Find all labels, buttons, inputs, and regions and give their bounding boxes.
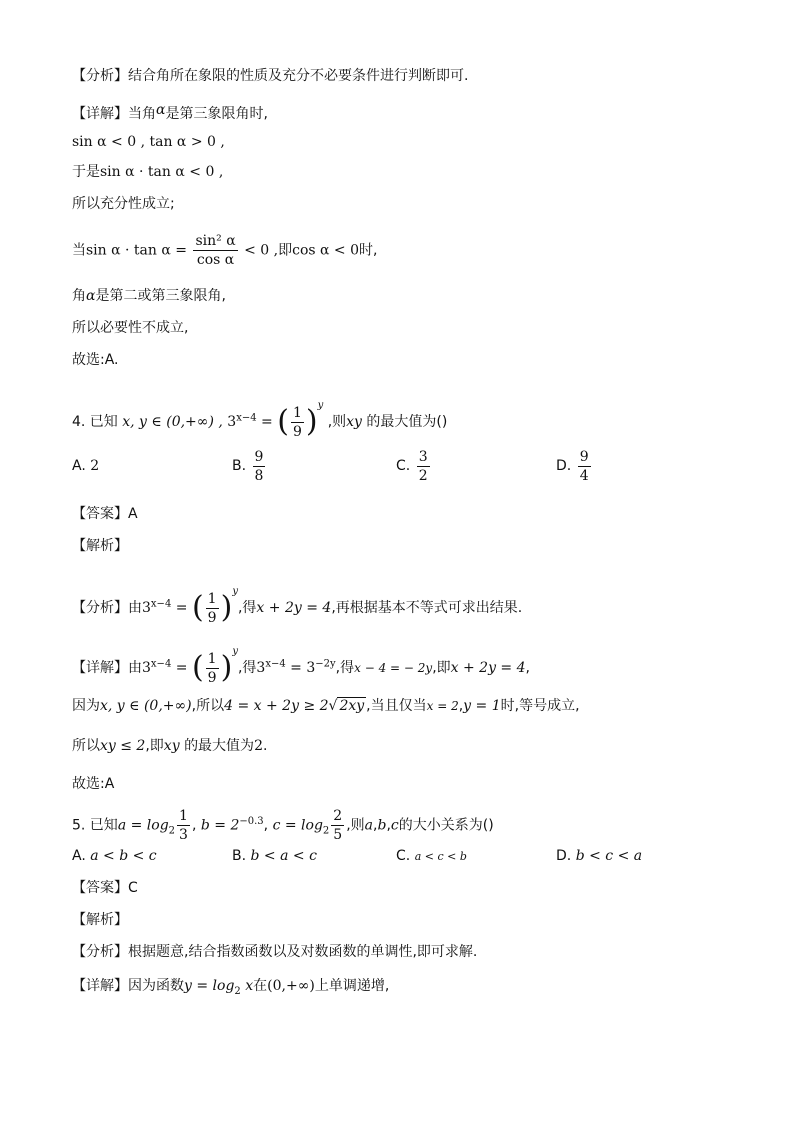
exponent: y xyxy=(232,646,238,657)
analysis-tag: 【分析】 xyxy=(72,944,128,960)
math-expression: 2 xyxy=(254,738,263,754)
jiexi-label: 【解析】 xyxy=(72,538,128,554)
fraction xyxy=(206,650,219,687)
fraction-numerator: 9 xyxy=(579,448,589,465)
right-paren: ) xyxy=(305,404,318,439)
option-value: 2 xyxy=(90,458,100,474)
detail-text: 是第三象限角时, xyxy=(165,106,268,122)
question-4-stem xyxy=(72,386,447,442)
option-value: b < a < c xyxy=(250,848,317,864)
fraction-denominator: 2 xyxy=(418,467,428,484)
fraction-denominator: 9 xyxy=(207,669,217,686)
math-expression: y = log xyxy=(184,978,235,994)
answer-value: C xyxy=(128,880,138,896)
math-expression: = xyxy=(171,600,192,616)
answer-value: A xyxy=(128,506,138,522)
fraction xyxy=(193,232,237,269)
q4-because-line xyxy=(72,696,580,716)
math-expression: 3 xyxy=(142,660,151,676)
option-label: D. xyxy=(556,458,572,474)
fraction xyxy=(331,807,344,844)
option-label: B. xyxy=(232,458,247,474)
left-paren: ( xyxy=(191,590,204,625)
math-expression: x = 2 xyxy=(426,699,459,713)
analysis-text: 由 xyxy=(128,600,142,616)
math-expression: = xyxy=(171,660,192,676)
question-number: 4. 已知 xyxy=(72,414,118,430)
answer-line xyxy=(72,878,138,898)
right-paren: ) xyxy=(220,650,233,685)
option-label: A. xyxy=(72,458,86,474)
q4-detail-line xyxy=(72,632,530,688)
answer-tag: 【答案】 xyxy=(72,506,128,522)
math-variable: c xyxy=(390,817,399,834)
option-b xyxy=(232,846,317,866)
answer-line xyxy=(72,504,138,524)
option-value: a < b < c xyxy=(90,848,157,864)
detail-text: ,即 xyxy=(145,738,164,754)
fraction-denominator: 9 xyxy=(207,609,217,626)
q5-detail-line xyxy=(72,976,389,1002)
math-expression: x + 2y = 4 xyxy=(256,600,332,616)
subscript: 2 xyxy=(234,985,241,997)
math-expression: 3 xyxy=(142,600,151,616)
detail-text: 因为函数 xyxy=(128,978,184,994)
detail-text: 时, xyxy=(359,242,378,259)
detail-line-8: 故选:A. xyxy=(72,352,119,368)
analysis-text: 结合角所在象限的性质及充分不必要条件进行判断即可. xyxy=(128,68,469,84)
analysis-text: 根据题意,结合指数函数以及对数函数的单调性,即可求解. xyxy=(128,944,478,960)
detail-tag: 【详解】 xyxy=(72,660,128,676)
math-expression: = 3 xyxy=(285,660,316,676)
q4-so-line xyxy=(72,736,267,756)
detail-text: 在 xyxy=(253,978,268,994)
math-expression: < 0 ,即 xyxy=(244,242,293,259)
math-expression: x, y ∈ (0,+∞) , xyxy=(122,414,223,430)
math-expression: 3 xyxy=(227,414,237,430)
detail-text: 时,等号成立, xyxy=(500,698,580,714)
sqrt-sign: √ xyxy=(328,698,338,714)
detail-tag: 【详解】 xyxy=(72,978,128,994)
option-c xyxy=(396,446,432,486)
fraction xyxy=(253,448,266,485)
fraction-numerator: 1 xyxy=(292,404,302,421)
subscript: 2 xyxy=(168,825,176,837)
fraction-denominator: 8 xyxy=(254,467,264,484)
exponent: x−4 xyxy=(150,598,172,610)
exponent: x−4 xyxy=(236,412,257,424)
math-expression: xy ≤ 2 xyxy=(100,738,146,754)
detail-text: 上单调递增, xyxy=(314,978,390,994)
detail-text: . xyxy=(262,738,268,754)
q5-analysis-line xyxy=(72,942,477,962)
analysis-text: ,得 xyxy=(237,600,257,616)
separator: , xyxy=(263,817,269,834)
question-text: ,则 xyxy=(346,817,365,834)
option-d xyxy=(556,446,593,486)
math-expression: = xyxy=(256,414,278,430)
sqrt-radicand: 2xy xyxy=(339,698,365,714)
detail-text: 的最大值为 xyxy=(184,738,255,754)
math-expression: (0,+∞) xyxy=(267,978,315,994)
option-value: b < c < a xyxy=(575,848,643,864)
fraction-denominator: 3 xyxy=(179,827,188,844)
fraction xyxy=(417,448,430,485)
math-expression: sin α · tan α = xyxy=(86,242,188,259)
exponent: y xyxy=(232,586,238,597)
exponent: y xyxy=(317,400,324,411)
analysis-text: ,再根据基本不等式可求出结果. xyxy=(331,600,523,616)
fraction-denominator: 9 xyxy=(292,423,302,440)
math-expression: x + 2y = 4 xyxy=(450,660,526,676)
question-5-stem: 5. 已知$a = \log_2$ $\frac{1}{3}$ , $b = 2^{-0.3}$, $c = \log_2$ $\frac{2}{5}$ ,则a,b,c的大小关系为() xyxy=(72,808,494,844)
math-expression: y = 1 xyxy=(463,698,501,714)
math-expression: 3 xyxy=(256,660,266,676)
math-expression: a = log xyxy=(117,817,169,834)
answer-tag: 【答案】 xyxy=(72,880,128,896)
exponent: −0.3 xyxy=(239,816,264,827)
option-d xyxy=(556,846,642,866)
detail-text: ,所以 xyxy=(191,698,225,714)
detail-text: 所以 xyxy=(72,738,100,754)
fraction xyxy=(177,807,190,844)
detail-text: ,得 xyxy=(237,660,257,676)
fraction-denominator: cos α xyxy=(196,252,235,268)
math-expression: 4 = x + 2y ≥ 2 xyxy=(224,698,329,714)
detail-line-5 xyxy=(72,232,377,269)
fraction xyxy=(578,448,591,485)
detail-text: , xyxy=(458,698,464,714)
question-text: 的最大值为() xyxy=(366,414,448,430)
question-text: ,则 xyxy=(327,414,347,430)
detail-text: ,得 xyxy=(335,660,355,676)
option-a xyxy=(72,846,157,866)
math-variable: b xyxy=(377,817,387,834)
detail-line-6 xyxy=(72,286,226,306)
option-label: C. xyxy=(396,458,411,474)
math-expression: xy xyxy=(163,738,180,754)
fraction-numerator: 1 xyxy=(207,650,217,667)
detail-text: ,当且仅当 xyxy=(366,698,427,714)
detail-text: 因为 xyxy=(72,698,100,714)
subscript: 2 xyxy=(322,825,330,837)
analysis-tag: 【分析】 xyxy=(72,600,128,616)
fraction-denominator: 5 xyxy=(333,827,343,844)
fraction-numerator: 1 xyxy=(179,808,188,825)
option-label: C. xyxy=(396,848,411,864)
detail-line-1 xyxy=(72,100,268,124)
option-label: D. xyxy=(556,848,572,864)
analysis-line xyxy=(72,66,468,86)
fraction-numerator: 9 xyxy=(254,448,264,465)
fraction-numerator: 1 xyxy=(207,590,217,607)
detail-line-2: sin α < 0 , tan α > 0 , xyxy=(72,134,225,150)
alpha-symbol: α xyxy=(156,102,166,118)
math-expression: sin α · tan α < 0 , xyxy=(100,164,224,180)
math-expression: x − 4 = − 2y xyxy=(354,661,433,675)
detail-text: 角 xyxy=(72,288,86,304)
detail-text: 于是 xyxy=(72,164,100,180)
math-expression: b = 2 xyxy=(200,817,240,834)
option-a xyxy=(72,456,99,476)
detail-text: , xyxy=(525,660,530,676)
detail-text: 由 xyxy=(128,660,142,676)
exponent: x−4 xyxy=(150,658,172,670)
alpha-symbol: α xyxy=(86,288,96,304)
math-expression: x xyxy=(240,978,254,994)
left-paren: ( xyxy=(191,650,204,685)
math-variable: a xyxy=(364,817,374,834)
detail-line-3 xyxy=(72,162,223,182)
detail-text: 当角 xyxy=(128,106,156,122)
q4-analysis-line xyxy=(72,572,522,628)
exponent: x−4 xyxy=(265,658,286,670)
option-value: a < c < b xyxy=(414,850,467,863)
q4-choose-line: 故选:A xyxy=(72,776,115,792)
option-b xyxy=(232,446,267,486)
math-expression: cos α < 0 xyxy=(292,242,360,259)
question-text: 的大小关系为() xyxy=(398,817,494,834)
question-number: 5. 已知 xyxy=(72,817,118,834)
detail-text: 当 xyxy=(72,242,86,259)
right-paren: ) xyxy=(220,590,233,625)
analysis-tag: 【分析】 xyxy=(72,68,128,84)
detail-text: ,即 xyxy=(432,660,451,676)
fraction xyxy=(291,404,304,441)
left-paren: ( xyxy=(277,404,289,439)
fraction-numerator: 3 xyxy=(418,448,428,465)
separator: , xyxy=(191,817,197,834)
option-label: A. xyxy=(72,848,86,864)
detail-tag: 【详解】 xyxy=(72,106,128,122)
fraction-numerator: 2 xyxy=(333,808,343,825)
math-expression: x, y ∈ (0,+∞) xyxy=(100,698,192,714)
jiexi-label: 【解析】 xyxy=(72,912,128,928)
math-expression: c = log xyxy=(272,817,323,834)
fraction-denominator: 4 xyxy=(579,467,589,484)
detail-line-7: 所以必要性不成立, xyxy=(72,320,189,336)
fraction-numerator: sin² α xyxy=(195,233,236,249)
exponent: −2y xyxy=(315,658,336,670)
option-c xyxy=(396,846,467,867)
detail-text: 是第二或第三象限角, xyxy=(95,288,226,304)
fraction xyxy=(206,590,219,627)
option-label: B. xyxy=(232,848,247,864)
detail-line-4: 所以充分性成立; xyxy=(72,196,175,212)
math-expression: xy xyxy=(346,414,362,430)
